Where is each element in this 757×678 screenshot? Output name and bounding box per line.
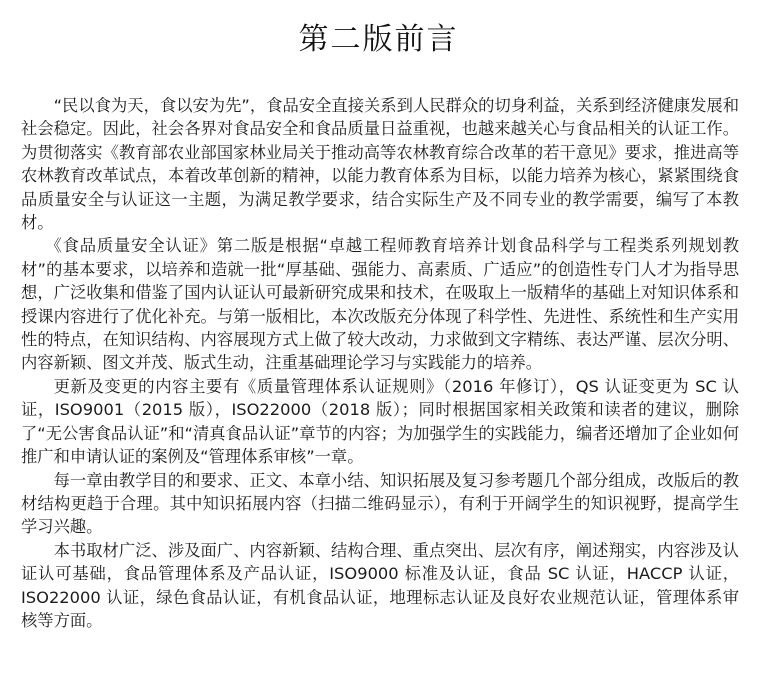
paragraph-3: 更新及变更的内容主要有《质量管理体系认证规则》（2016 年修订），QS 认证变更为 SC 认证，ISO9001（2015 版），ISO22000（2018 版）；同时根据国家相关政策和读者的建议，删除了“无公害食品认证”和“清真食品认证”章节的内容；为加强学生的实践能力，编者还增加了企业如何推广和申请认证的案例及“管理体系审核”一章。 [21,376,739,467]
paragraph-4: 每一章由教学目的和要求、正文、本章小结、知识拓展及复习参考题几个部分组成，改版后的教材结构更趋于合理。其中知识拓展内容（扫描二维码显示），有利于开阔学生的知识视野，提高学生学习兴趣。 [21,470,739,537]
paragraph-2: 《食品质量安全认证》第二版是根据“卓越工程师教育培养计划食品科学与工程类系列规划教材”的基本要求，以培养和造就一批“厚基础、强能力、高素质、广适应”的创造性专门人才为指导思想，广泛收集和借鉴了国内认证认可最新研究成果和技术，在吸取上一版精华的基础上对知识体系和授课内容进行了优化补充。与第一版相比，本次改版充分体现了科学性、先进性、系统性和生产实用性的特点，在知识结构、内容展现方式上做了较大改动，力求做到文字精练、表达严谨、层次分明、内容新颖、图文并茂、版式生动，注重基础理论学习与实践能力的培养。 [21,236,739,373]
page-title: 第二版前言 [298,22,459,57]
preface-body [21,94,739,632]
paragraph-1: “民以食为天，食以安为先”，食品安全直接关系到人民群众的切身利益，关系到经济健康发展和社会稳定。因此，社会各界对食品安全和食品质量日益重视，也越来越关心与食品相关的认证工作。为贯彻落实《教育部农业部国家林业局关于推动高等农林教育综合改革的若干意见》要求，推进高等农林教育改革试点，本着改革创新的精神，以能力教育体系为目标，以能力培养为核心，紧紧围绕食品质量安全与认证这一主题，为满足教学要求，结合实际生产及不同专业的教学需要，编写了本教材。 [21,96,739,233]
paragraph-5: 本书取材广泛、涉及面广、内容新颖、结构合理、重点突出、层次有序，阐述翔实，内容涉及认证认可基础，食品管理体系及产品认证，ISO9000 标准及认证，食品 SC 认证，HACCP 认证，ISO22000 认证，绿色食品认证，有机食品认证，地理标志认证及良好农业规范认证，管理体系审核等方面。 [21,540,739,630]
